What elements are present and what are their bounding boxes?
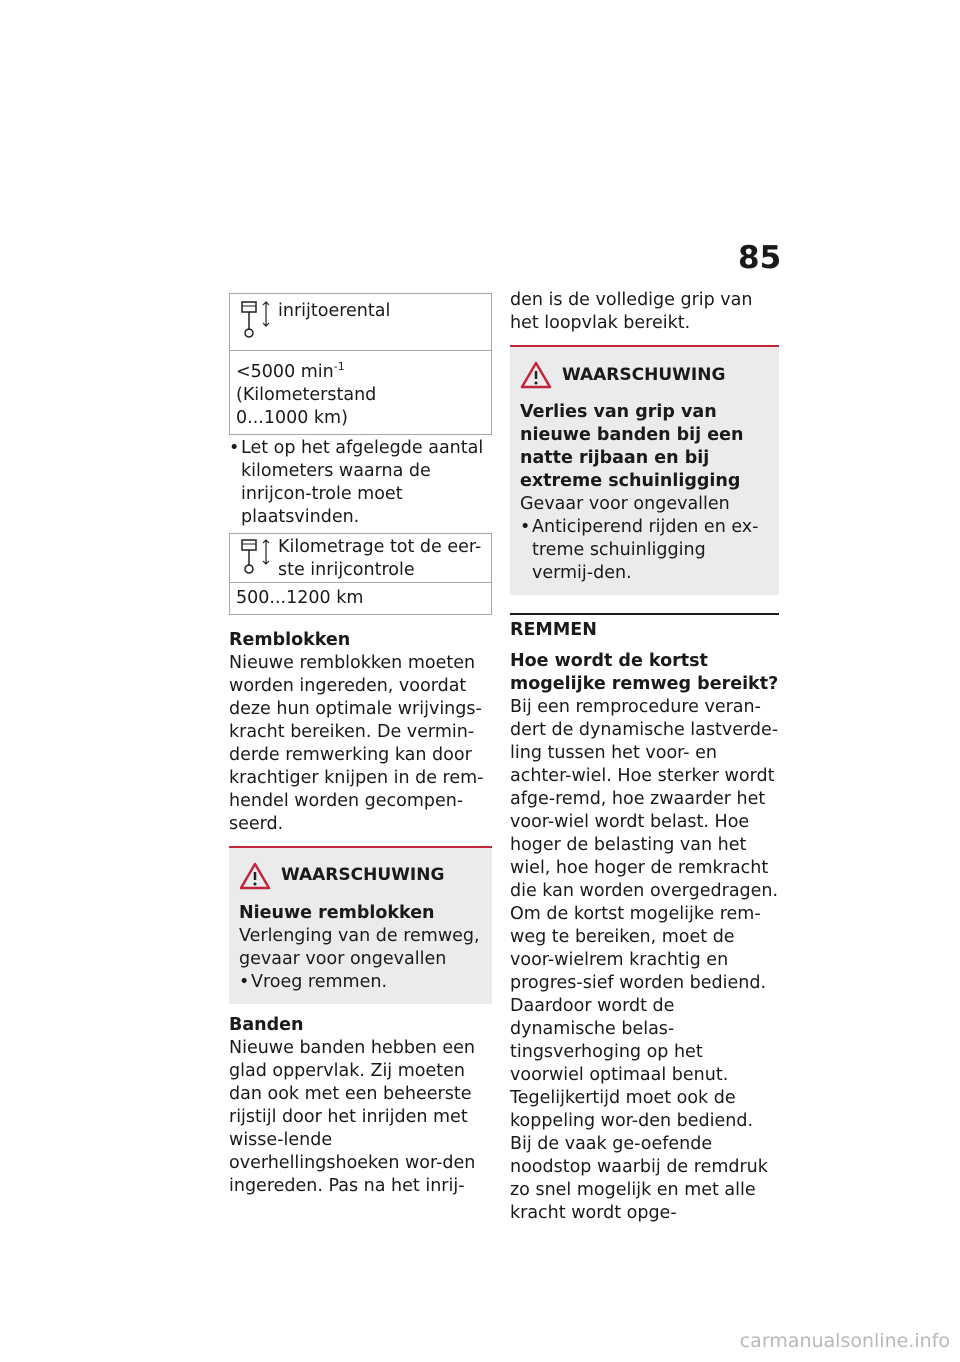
warning-box [510,345,779,595]
question-heading: Hoe wordt de kortst mogelijke remweg bereikt? [510,651,779,694]
bullet-dot: • [229,437,240,458]
paragraph: Bij een remprocedure veran-dert de dynamische lastverde-ling tussen het voor- en achter-wiel. Hoe sterker wordt afge-remd, hoe zwaarder het voor-wiel wordt belast. Hoe hoger de belasting van het wiel, hoe hoger de remkracht die kan worden overgedragen. [510,697,779,901]
page-number: 85 [738,240,782,276]
spec-table-head [230,294,491,351]
warning-subtitle: Verlies van grip van nieuwe banden bij een natte rijbaan en bij extreme schuinligging [520,402,744,491]
bullet-text: Vroeg remmen. [251,971,388,992]
bullet-item [229,437,492,529]
spec-table-head [230,534,491,583]
left-column [229,293,492,1198]
bullet-text: Let op het afgelegde aantal kilometers waarna de inrijcon-trole moet plaatsvinden. [241,437,484,527]
spec-label: Kilometrage tot de eer-ste inrijcontrole [278,536,482,580]
bullet-item [239,971,482,994]
piston-icon [238,536,272,576]
right-column [510,289,779,1225]
spec-value: 500...1200 km [236,587,364,608]
section-title: REMMEN [510,620,597,640]
watermark: carmanualsonline.info [739,1330,950,1352]
warning-box [229,846,492,1004]
spec-table-break-in-rpm [229,293,492,435]
warning-title-text: WAARSCHUWING [562,364,726,385]
bullet-dot: • [239,971,250,992]
paragraph: Nieuwe banden hebben een glad oppervlak. Zij moeten dan ook met een beheerste rijstijl door het inrijden met wisse-lende overhellingshoeken wor-den ingereden. Pas na het inrij- [229,1037,476,1196]
warning-text: Verlenging van de remweg, gevaar voor ongevallen [239,925,480,969]
spec-value-sup: -1 [333,360,345,373]
spec-value-part: <5000 min [236,361,334,382]
piston-icon [238,300,272,340]
bullet-dot: • [520,517,531,537]
paragraph: den is de volledige grip van het loopvlak bereikt. [510,290,753,333]
spec-table-first-inspection [229,533,492,615]
warning-title [239,862,482,890]
spec-label: inrijtoerental [278,301,391,321]
warning-text: Gevaar voor ongevallen [520,494,730,514]
warning-title [520,361,769,389]
section-heading: Banden [229,1014,304,1035]
warning-subtitle: Nieuwe remblokken [239,902,435,923]
bullet-text: Anticiperend rijden en ex-treme schuinligging vermij-den. [532,517,759,583]
spec-value-part: 0...1000 km) [236,407,348,428]
spec-value-part: (Kilometerstand [236,384,377,405]
warning-title-text: WAARSCHUWING [281,865,445,886]
warning-triangle-icon [239,862,271,890]
section-heading: Remblokken [229,629,351,650]
spec-value [230,351,491,434]
paragraph: Nieuwe remblokken moeten worden ingereden, voordat deze hun optimale wrijvings-kracht bereiken. De vermin-derde remwerking kan door krachtiger knijpen in de rem-hendel worden gecompen-seerd. [229,652,484,834]
section-rule [510,613,779,642]
warning-triangle-icon [520,361,552,389]
paragraph: Om de kortst mogelijke rem-weg te bereiken, moet de voor-wielrem krachtig en progres-sief worden bediend. Daardoor wordt de dynamische belas-tingsverhoging op het voorwiel optimaal benut. Tegelijkertijd moet ook de koppeling wor-den bediend. Bij de vaak ge-oefende noodstop waarbij de remdruk zo snel mogelijk en met alle kracht wordt opge- [510,904,768,1223]
bullet-item [520,516,769,585]
